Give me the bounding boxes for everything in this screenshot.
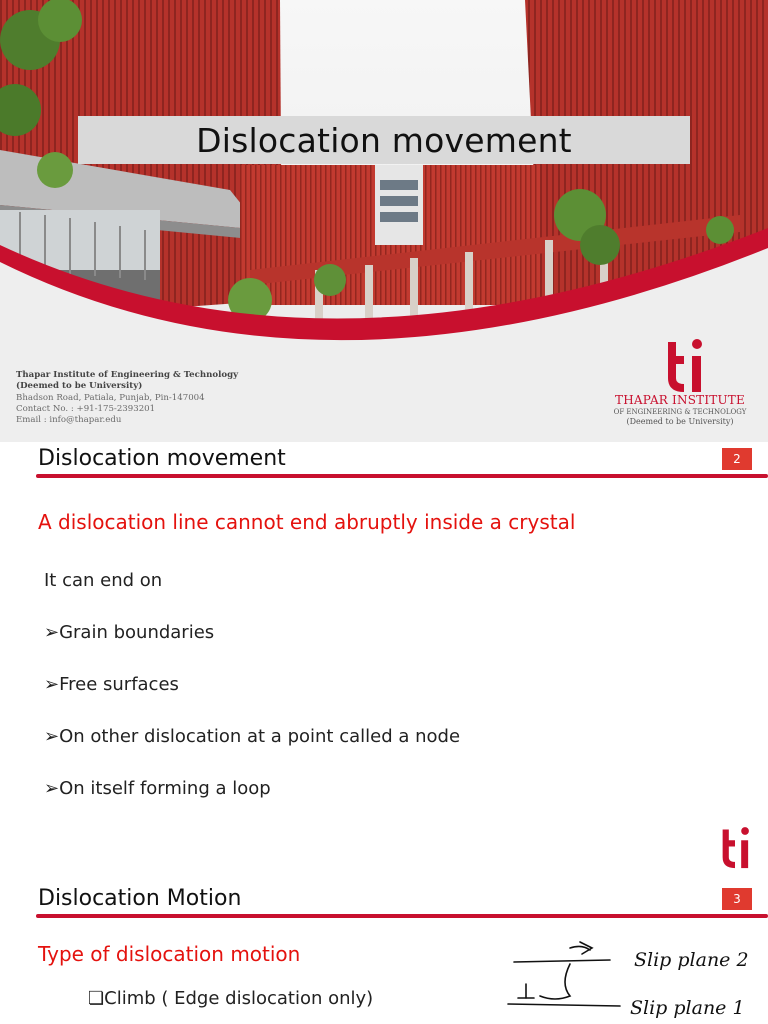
list-item: ❏Climb ( Edge dislocation only) bbox=[88, 988, 374, 1009]
annotation-upper: Slip plane 2 bbox=[634, 949, 749, 971]
slide-header: Dislocation Motion bbox=[38, 886, 242, 911]
contact-line: Contact No. : +91-175-2393201 bbox=[16, 403, 156, 414]
slide-title: Dislocation movement bbox=[196, 120, 572, 160]
wordmark-deemed: (Deemed to be University) bbox=[626, 417, 734, 426]
handwritten-annotation bbox=[500, 934, 768, 1024]
institute-wordmark bbox=[610, 393, 750, 426]
header-rule bbox=[36, 474, 768, 478]
lead-text: It can end on bbox=[44, 570, 163, 591]
list-item: ➢Grain boundaries bbox=[44, 622, 215, 643]
institute-contact bbox=[16, 370, 238, 426]
slide-subtitle: A dislocation line cannot end abruptly inside a crystal bbox=[38, 510, 576, 534]
title-banner bbox=[78, 116, 690, 164]
slide-3 bbox=[0, 882, 768, 1024]
address-line: Bhadson Road, Patiala, Punjab, Pin-147004 bbox=[16, 392, 205, 403]
list-item: ➢Free surfaces bbox=[44, 674, 179, 695]
deemed-line: (Deemed to be University) bbox=[16, 381, 143, 392]
header-rule bbox=[36, 914, 768, 918]
wordmark-name: THAPAR INSTITUTE bbox=[615, 393, 745, 407]
slide-header: Dislocation movement bbox=[38, 446, 286, 471]
list-item: ➢On itself forming a loop bbox=[44, 778, 271, 799]
annotation-lower: Slip plane 1 bbox=[630, 997, 745, 1019]
slide-subtitle: Type of dislocation motion bbox=[38, 942, 301, 966]
slide-number-badge: 3 bbox=[722, 888, 752, 910]
list-item: ➢On other dislocation at a point called a node bbox=[44, 726, 461, 747]
email-line: Email : info@thapar.edu bbox=[16, 415, 122, 426]
ti-logo bbox=[718, 826, 752, 870]
institute-name-line: Thapar Institute of Engineering & Technology bbox=[16, 370, 239, 380]
wordmark-sub: OF ENGINEERING & TECHNOLOGY bbox=[613, 408, 747, 416]
slide-2 bbox=[0, 442, 768, 882]
title-slide bbox=[0, 0, 768, 442]
ti-logo bbox=[662, 338, 706, 394]
slide-number-badge: 2 bbox=[722, 448, 752, 470]
